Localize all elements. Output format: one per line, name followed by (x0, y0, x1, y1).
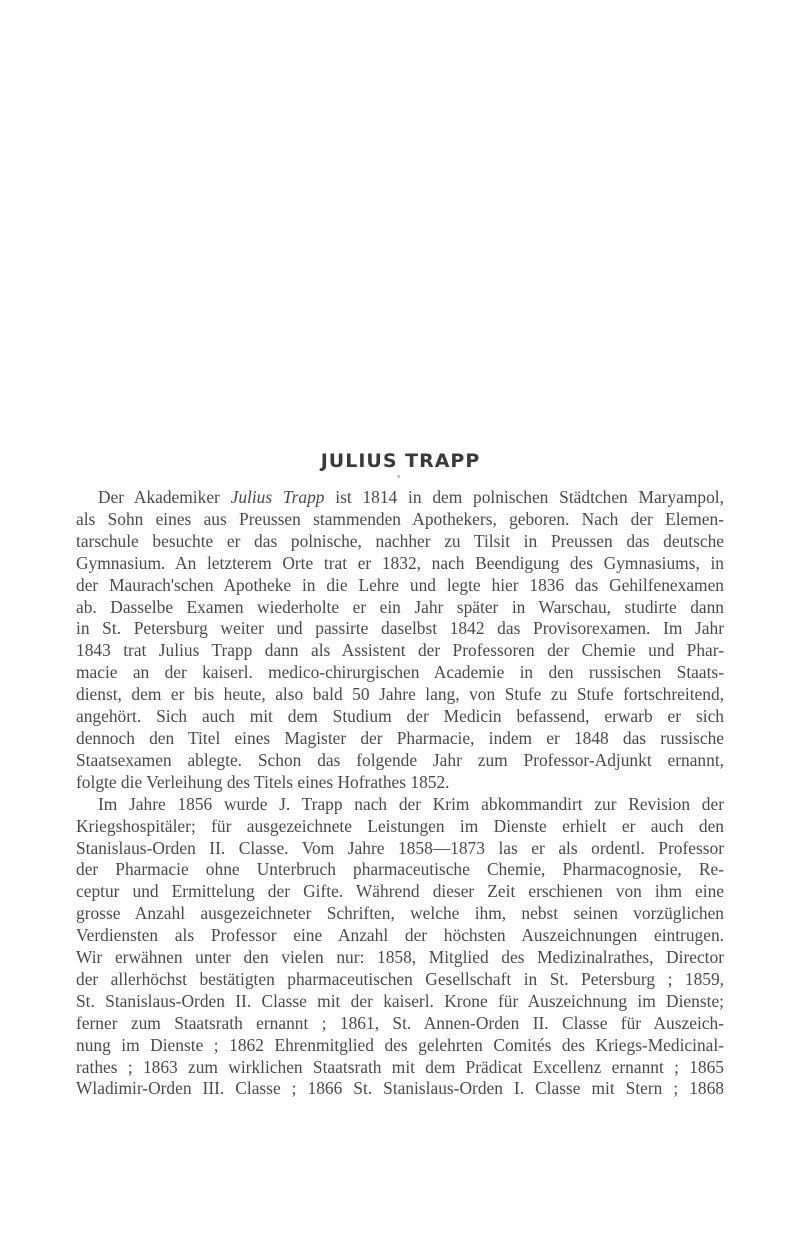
text-line: tarschule besuchte er das polnische, nachher zu Tilsit in Preussen das deutsche (76, 530, 724, 551)
text-line: dennoch den Titel eines Magister der Pharmacie, indem er 1848 das russische (76, 727, 724, 748)
person-name: Julius Trapp (230, 487, 325, 507)
text-line: der Maurach'schen Apotheke in die Lehre und legte hier 1836 das Gehilfenexamen (76, 574, 724, 595)
text-line: rathes ; 1863 zum wirklichen Staatsrath mit dem Prädicat Excellenz ernannt ; 1865 (76, 1056, 724, 1077)
text-line: Stanislaus-Orden II. Classe. Vom Jahre 1858—1873 las er als ordentl. Professor (76, 837, 724, 858)
text-line: St. Stanislaus-Orden II. Classe mit der kaiserl. Krone für Auszeichnung im Dienste; (76, 990, 724, 1011)
text-line: Staatsexamen ablegte. Schon das folgende Jahr zum Professor-Adjunkt ernannt, (76, 749, 724, 770)
paragraph (76, 487, 724, 794)
line-text: ist 1814 in dem polnischen Städtchen Maryampol, (324, 487, 724, 507)
line-text: Der Akademiker (98, 487, 231, 507)
text-line: als Sohn eines aus Preussen stammenden Apothekers, geboren. Nach der Elemen- (76, 508, 724, 529)
text-line: in St. Petersburg weiter und passirte daselbst 1842 das Provisorexamen. Im Jahr (76, 618, 724, 639)
text-line: Wir erwähnen unter den vielen nur: 1858, Mitglied des Medizinalrathes, Director (76, 947, 724, 968)
text-line: ferner zum Staatsrath ernannt ; 1861, St. Annen-Orden II. Classe für Auszeich- (76, 1012, 724, 1033)
text-line: dienst, dem er bis heute, also bald 50 Jahre lang, von Stufe zu Stufe fortschreitend, (76, 684, 724, 705)
decorative-dot (397, 475, 400, 478)
text-line: ceptur und Ermittelung der Gifte. Während dieser Zeit erschienen von ihm eine (76, 881, 724, 902)
text-line: der allerhöchst bestätigten pharmaceutischen Gesellschaft in St. Petersburg ; 1859, (76, 968, 724, 989)
text-line: ab. Dasselbe Examen wiederholte er ein Jahr später in Warschau, studirte dann (76, 596, 724, 617)
body-text (76, 487, 724, 1100)
text-line: Im Jahre 1856 wurde J. Trapp nach der Krim abkommandirt zur Revision der (98, 793, 724, 814)
text-line: folgte die Verleihung des Titels eines Hofrathes 1852. (76, 771, 450, 792)
page-title: JULIUS TRAPP (320, 450, 481, 472)
text-line: angehört. Sich auch mit dem Studium der Medicin befassend, erwarb er sich (76, 706, 724, 727)
text-line: Wladimir-Orden III. Classe ; 1866 St. Stanislaus-Orden I. Classe mit Stern ; 1868 (76, 1078, 724, 1099)
text-line: der Pharmacie ohne Unterbruch pharmaceutische Chemie, Pharmacognosie, Re- (76, 859, 724, 880)
text-line: macie an der kaiserl. medico-chirurgischen Academie in den russischen Staats- (76, 662, 724, 683)
text-line: Gymnasium. An letzterem Orte trat er 1832, nach Beendigung des Gymnasiums, in (76, 552, 724, 573)
text-line: nung im Dienste ; 1862 Ehrenmitglied des gelehrten Comités des Kriegs-Medicinal- (76, 1034, 724, 1055)
text-line: grosse Anzahl ausgezeichneter Schriften, welche ihm, nebst seinen vorzüglichen (76, 903, 724, 924)
text-line: 1843 trat Julius Trapp dann als Assistent der Professoren der Chemie und Phar- (76, 640, 724, 661)
text-line: Kriegshospitäler; für ausgezeichnete Leistungen im Dienste erhielt er auch den (76, 815, 724, 836)
text-line (76, 487, 724, 509)
text-line: Verdiensten als Professor eine Anzahl der höchsten Auszeichnungen eintrugen. (76, 925, 724, 946)
paragraph (76, 794, 724, 1101)
